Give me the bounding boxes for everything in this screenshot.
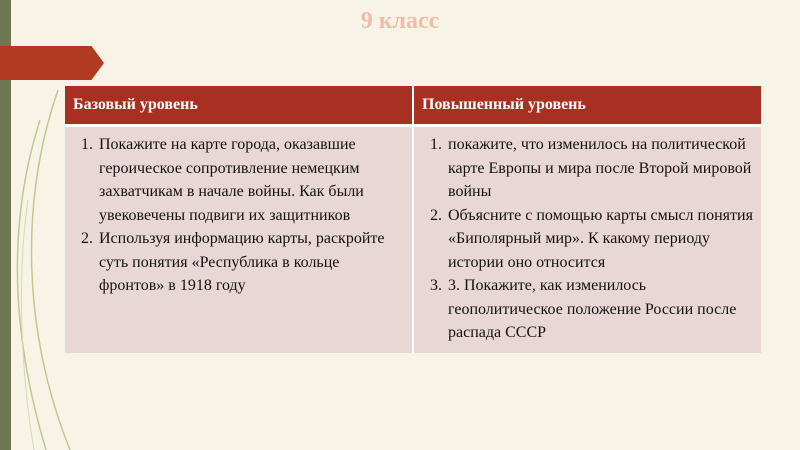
basic-task-item: 1. Покажите на карте города, оказавшие героическое сопротивление немецким захватчикам в начале войны. Как были увековечены подвиги их защитников (97, 133, 406, 227)
advanced-task-item: 1. покажите, что изменилось на политической карте Европы и мира после Второй мировой войны (446, 133, 755, 204)
levels-table (65, 86, 761, 353)
slide-title: 9 класс (360, 8, 440, 34)
basic-task-list (69, 133, 406, 298)
advanced-task-list (418, 133, 755, 345)
basic-level-cell (65, 126, 413, 353)
advanced-level-cell (413, 126, 761, 353)
header-advanced-level: Повышенный уровень (413, 86, 761, 126)
basic-task-item: 2. Используя информацию карты, раскройте суть понятия «Республика в кольце фронтов» в 1918 году (97, 227, 406, 298)
advanced-task-item: 3. 3. Покажите, как изменилось геополитическое положение России после распада СССР (446, 274, 755, 345)
title-accent-arrow (0, 46, 104, 80)
header-basic-level: Базовый уровень (65, 86, 413, 126)
advanced-task-item: 2. Объясните с помощью карты смысл понятия «Биполярный мир». К какому периоду истории оно относится (446, 204, 755, 275)
